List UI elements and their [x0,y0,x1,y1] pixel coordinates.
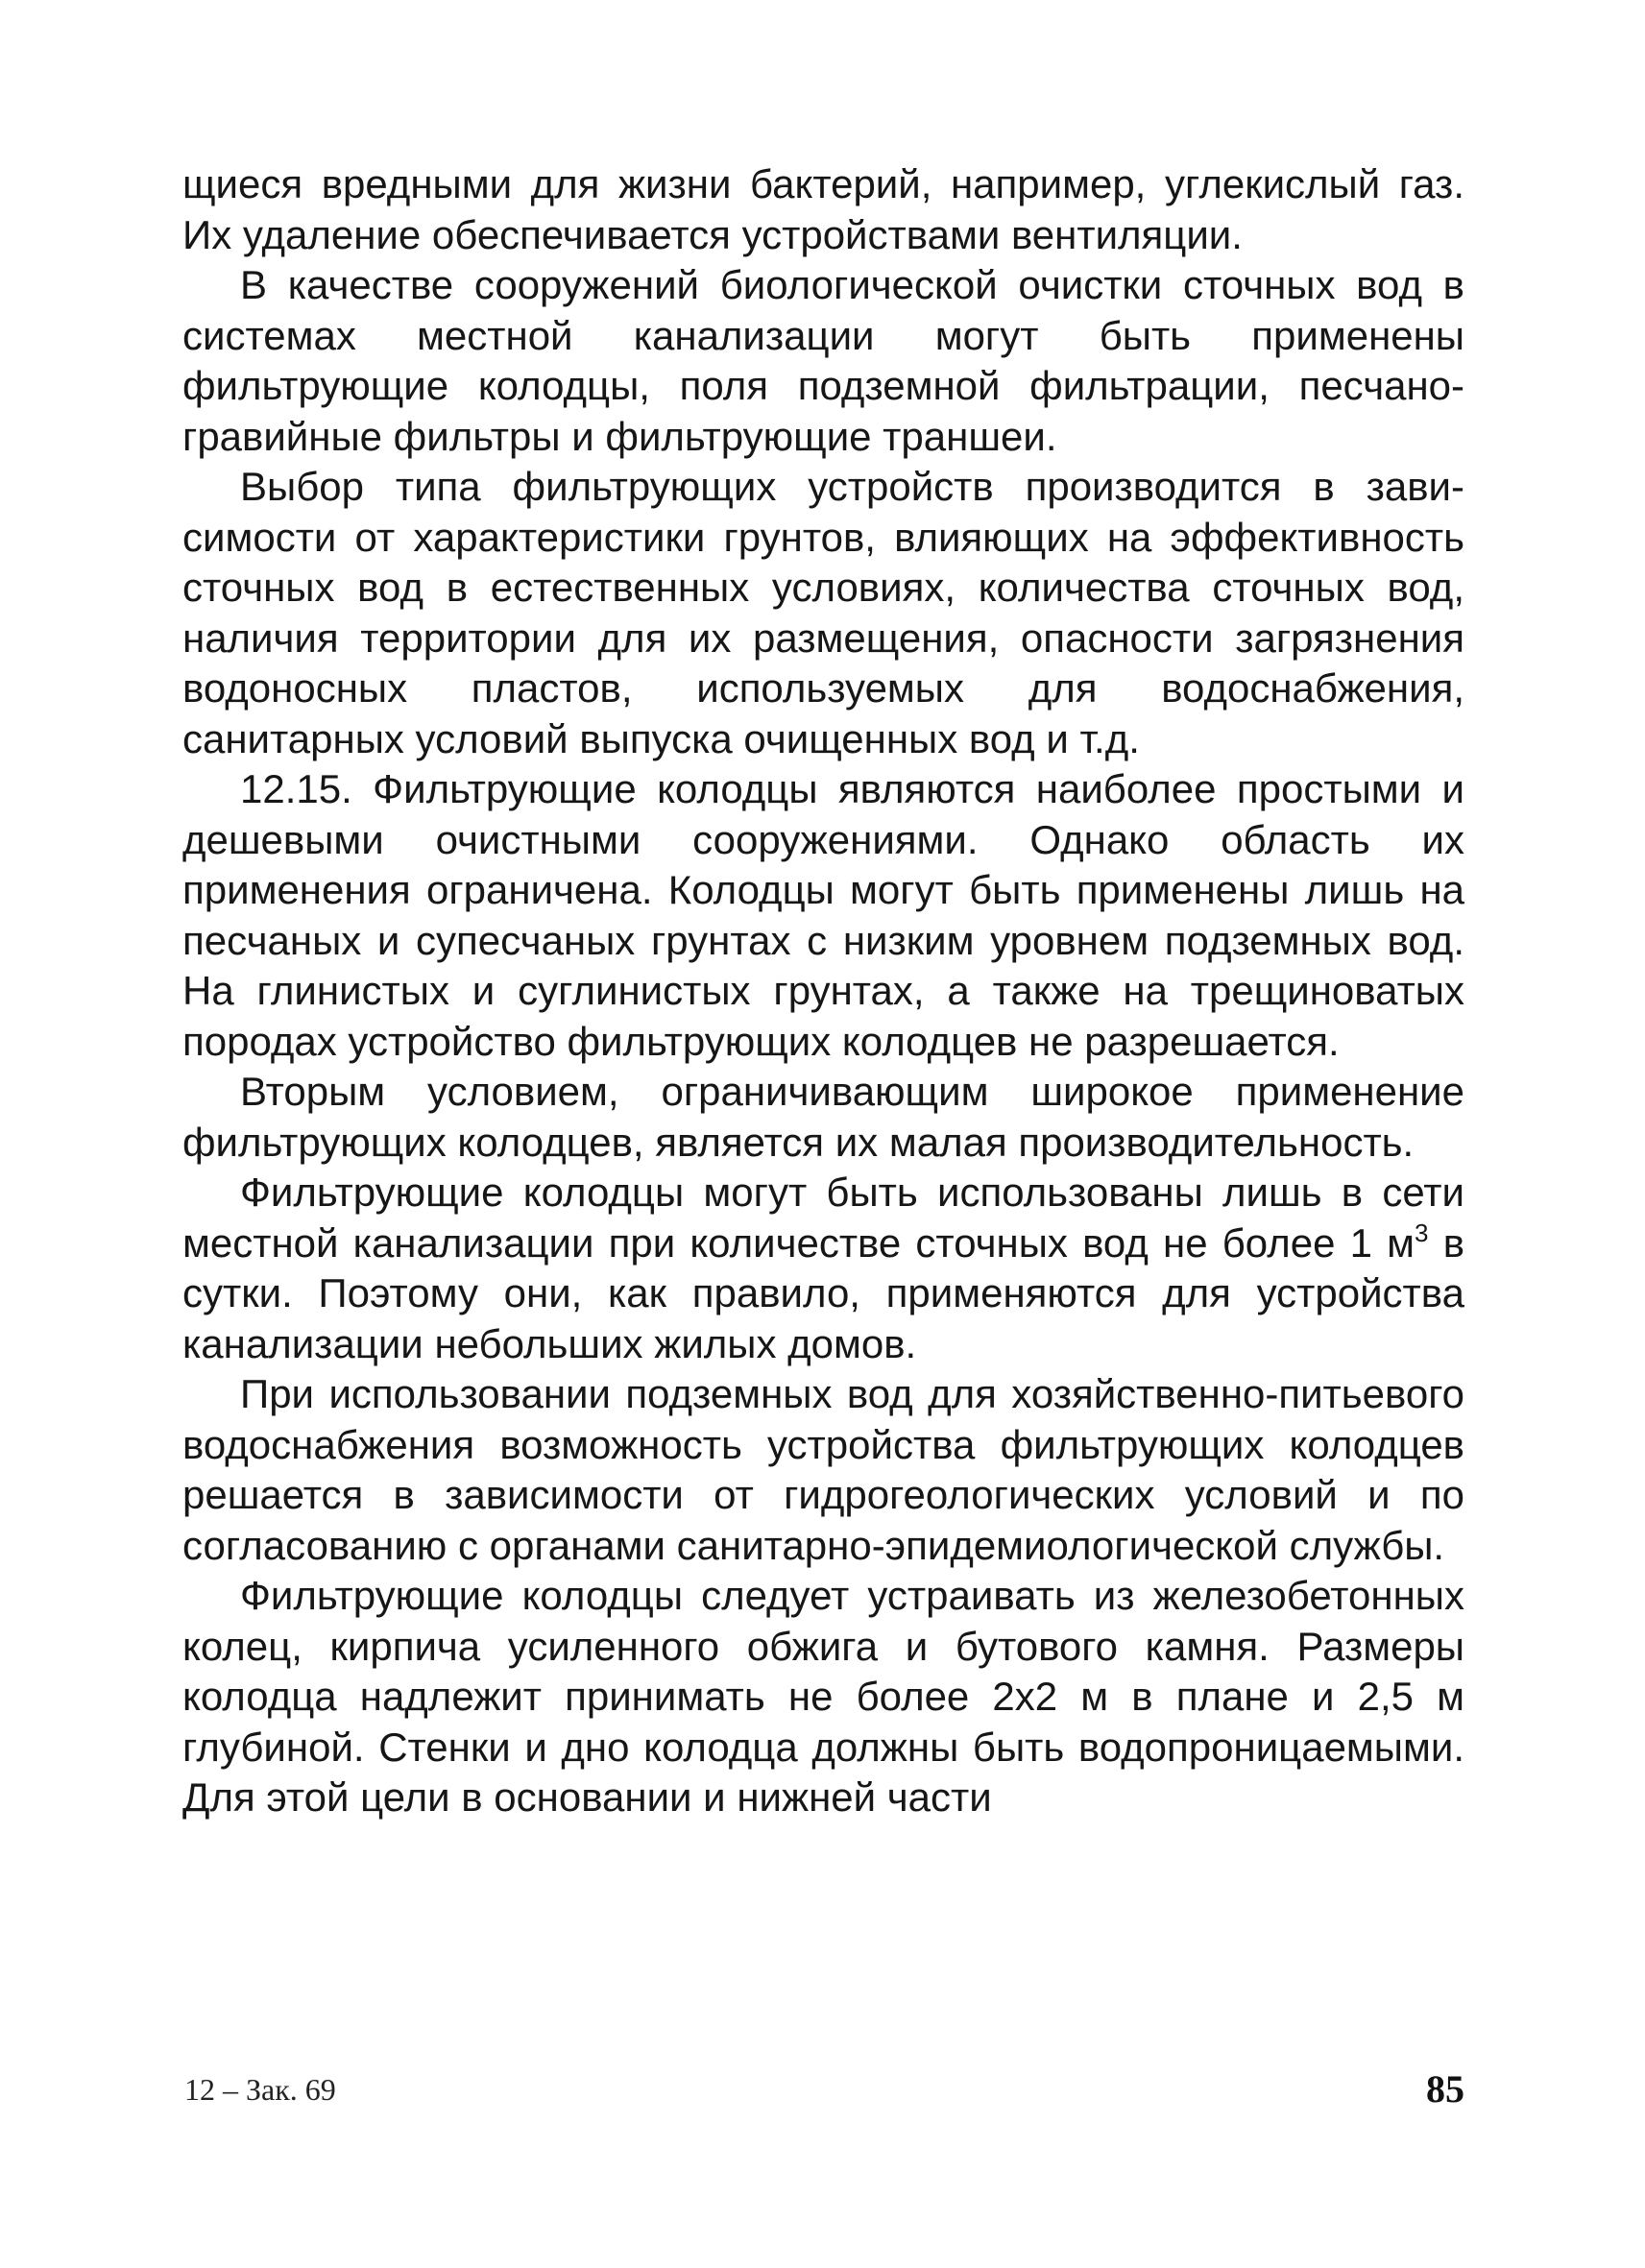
section-paragraph: 12.15. Фильтрующие колодцы являются наиболее простыми и дешевыми очистными сооружениями. Однако область их применения ограничена. Колодцы могут быть применены лишь на песчаных и супесчаных грунтах с низким уровнем подземных вод. На глинистых и суглинистых грунтах, а также на трещиноватых породах устройство фильтрующих колодцев не разрешается. [182,766,1464,1064]
paragraph-text-after: в сутки. Поэтому они, как правило, применяются для устройства канализации небольших жилых домов. [182,1219,1465,1366]
superscript-exponent: 3 [1415,1218,1429,1247]
paragraph-text-before: Фильтрующие колодцы могут быть использованы лишь в сети местной канализации при количестве сточных вод не более 1 м [182,1170,1464,1266]
paragraph-with-superscript [182,1168,1464,1369]
paragraph: Выбор типа фильтрующих устройств производится в зависимости от характеристики грунтов, влияющих на эффективность сточных вод в естественных условиях, количества сточных вод, наличия территории для их размещения, опасности загрязнения водоносных пластов, используемых для водоснабжения, санитарных условий выпуска очищенных вод и т.д. [182,464,1464,761]
paragraph: Вторым условием, ограничивающим широкое применение фильтрующих колодцев, является их малая производительность. [182,1069,1464,1165]
paragraph: При использовании подземных вод для хозяйственно-питьевого водоснабжения возможность устройства фильтрующих колодцев решается в зависимости от гидрогеологических условий и по согласованию с органами санитарно-эпидемиологической службы. [182,1371,1464,1568]
paragraph: Фильтрующие колодцы следует устраивать из железобетонных колец, кирпича усиленного обжига и бутового камня. Размеры колодца надлежит принимать не более 2х2 м в плане и 2,5 м глубиной. Стенки и дно колодца должны быть водопроницаемыми. Для этой цели в основании и нижней части [182,1573,1464,1820]
paragraph: щиеся вредными для жизни бактерий, например, углекислый газ. Их удаление обеспечивается устройствами вентиляции. [182,161,1464,257]
paragraph: В качестве сооружений биологической очистки сточных вод в системах местной канализации могут быть применены фильтрующие колодцы, поля подземной фильтрации, песчано-гравийные фильтры и фильтрующие траншеи. [182,262,1464,459]
printer-signature: 12 – Зак. 69 [184,2072,336,2107]
page-number: 85 [1426,2067,1464,2111]
body-text [182,159,1464,1823]
